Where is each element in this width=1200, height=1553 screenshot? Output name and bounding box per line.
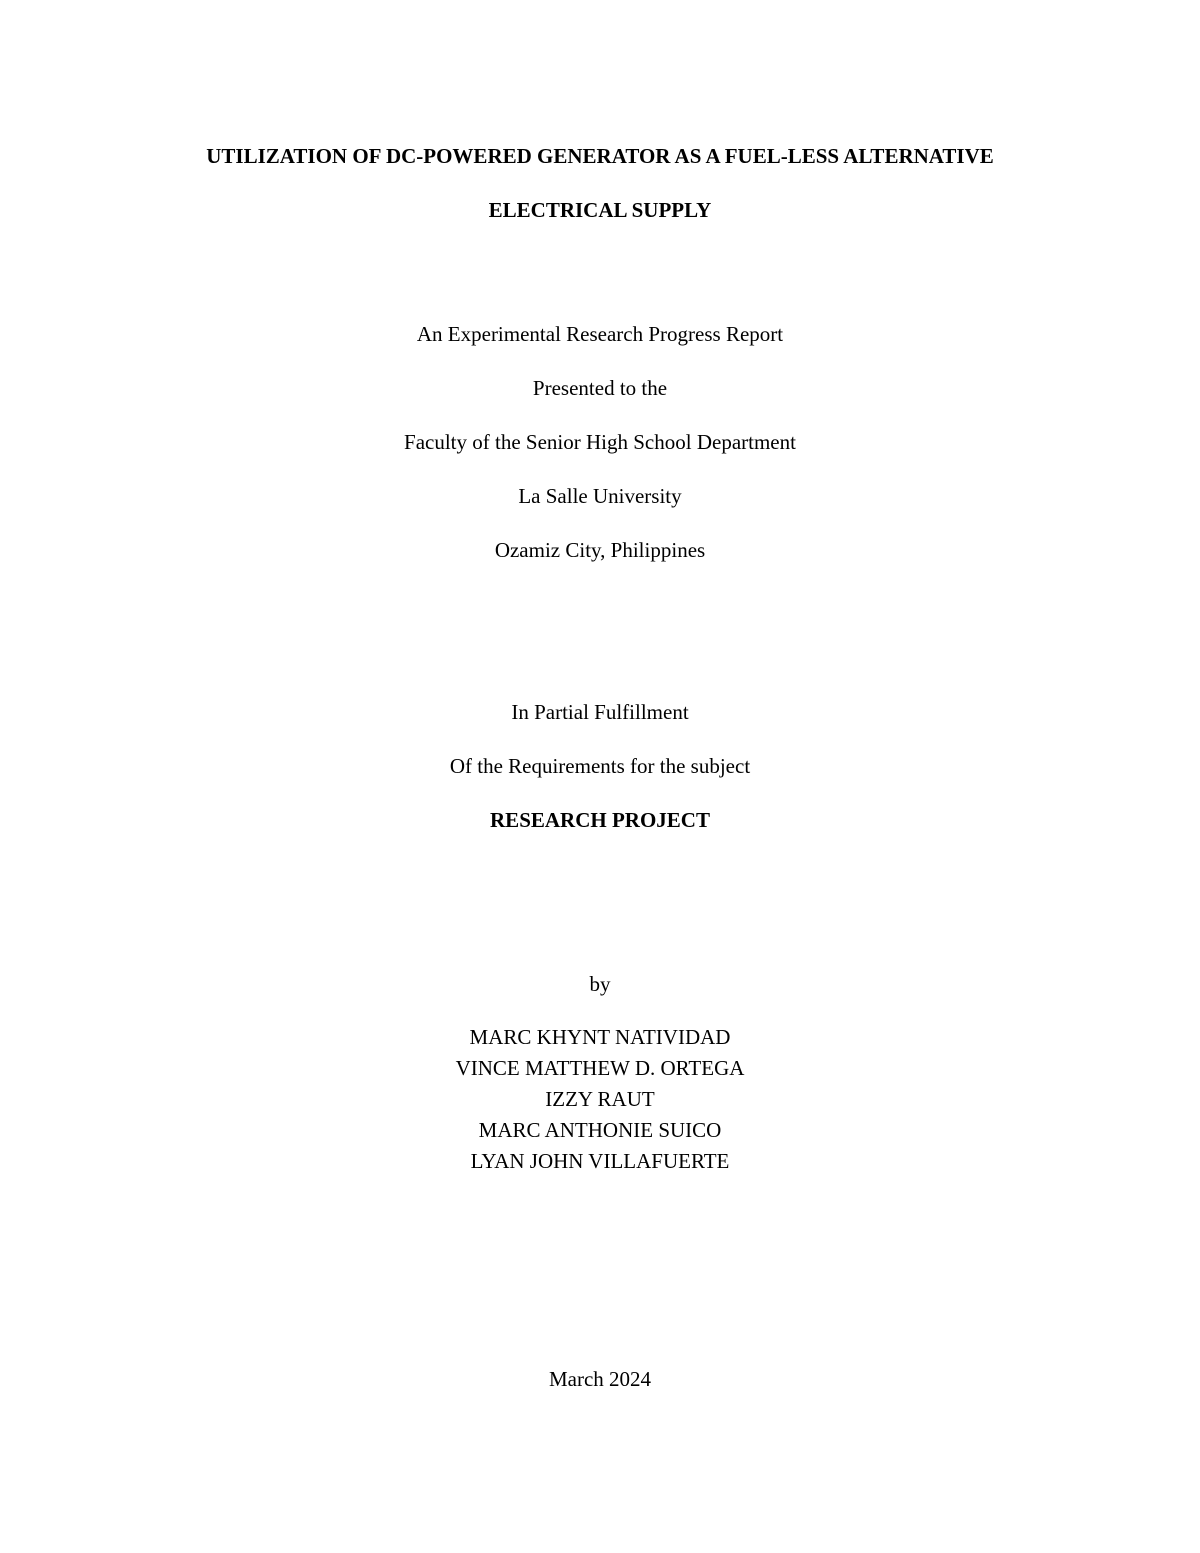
- author-name: MARC KHYNT NATIVIDAD: [469, 1025, 731, 1049]
- report-type: An Experimental Research Progress Report: [416, 322, 784, 346]
- fulfillment-line-2: Of the Requirements for the subject: [449, 754, 751, 778]
- date-line: March 2024: [548, 1367, 652, 1391]
- university-line: La Salle University: [518, 484, 682, 508]
- author-name: VINCE MATTHEW D. ORTEGA: [455, 1056, 745, 1080]
- title-line-2: ELECTRICAL SUPPLY: [488, 198, 712, 222]
- faculty-line: Faculty of the Senior High School Department: [404, 430, 796, 454]
- subject-line: RESEARCH PROJECT: [490, 808, 710, 832]
- author-name: IZZY RAUT: [545, 1087, 655, 1111]
- title-line-1: UTILIZATION OF DC-POWERED GENERATOR AS A FUEL-LESS ALTERNATIVE: [206, 144, 994, 168]
- fulfillment-line-1: In Partial Fulfillment: [511, 700, 689, 724]
- presented-to: Presented to the: [532, 376, 668, 400]
- by-line: by: [589, 972, 611, 996]
- author-name: MARC ANTHONIE SUICO: [478, 1118, 722, 1142]
- location-line: Ozamiz City, Philippines: [494, 538, 706, 562]
- author-name: LYAN JOHN VILLAFUERTE: [470, 1149, 730, 1173]
